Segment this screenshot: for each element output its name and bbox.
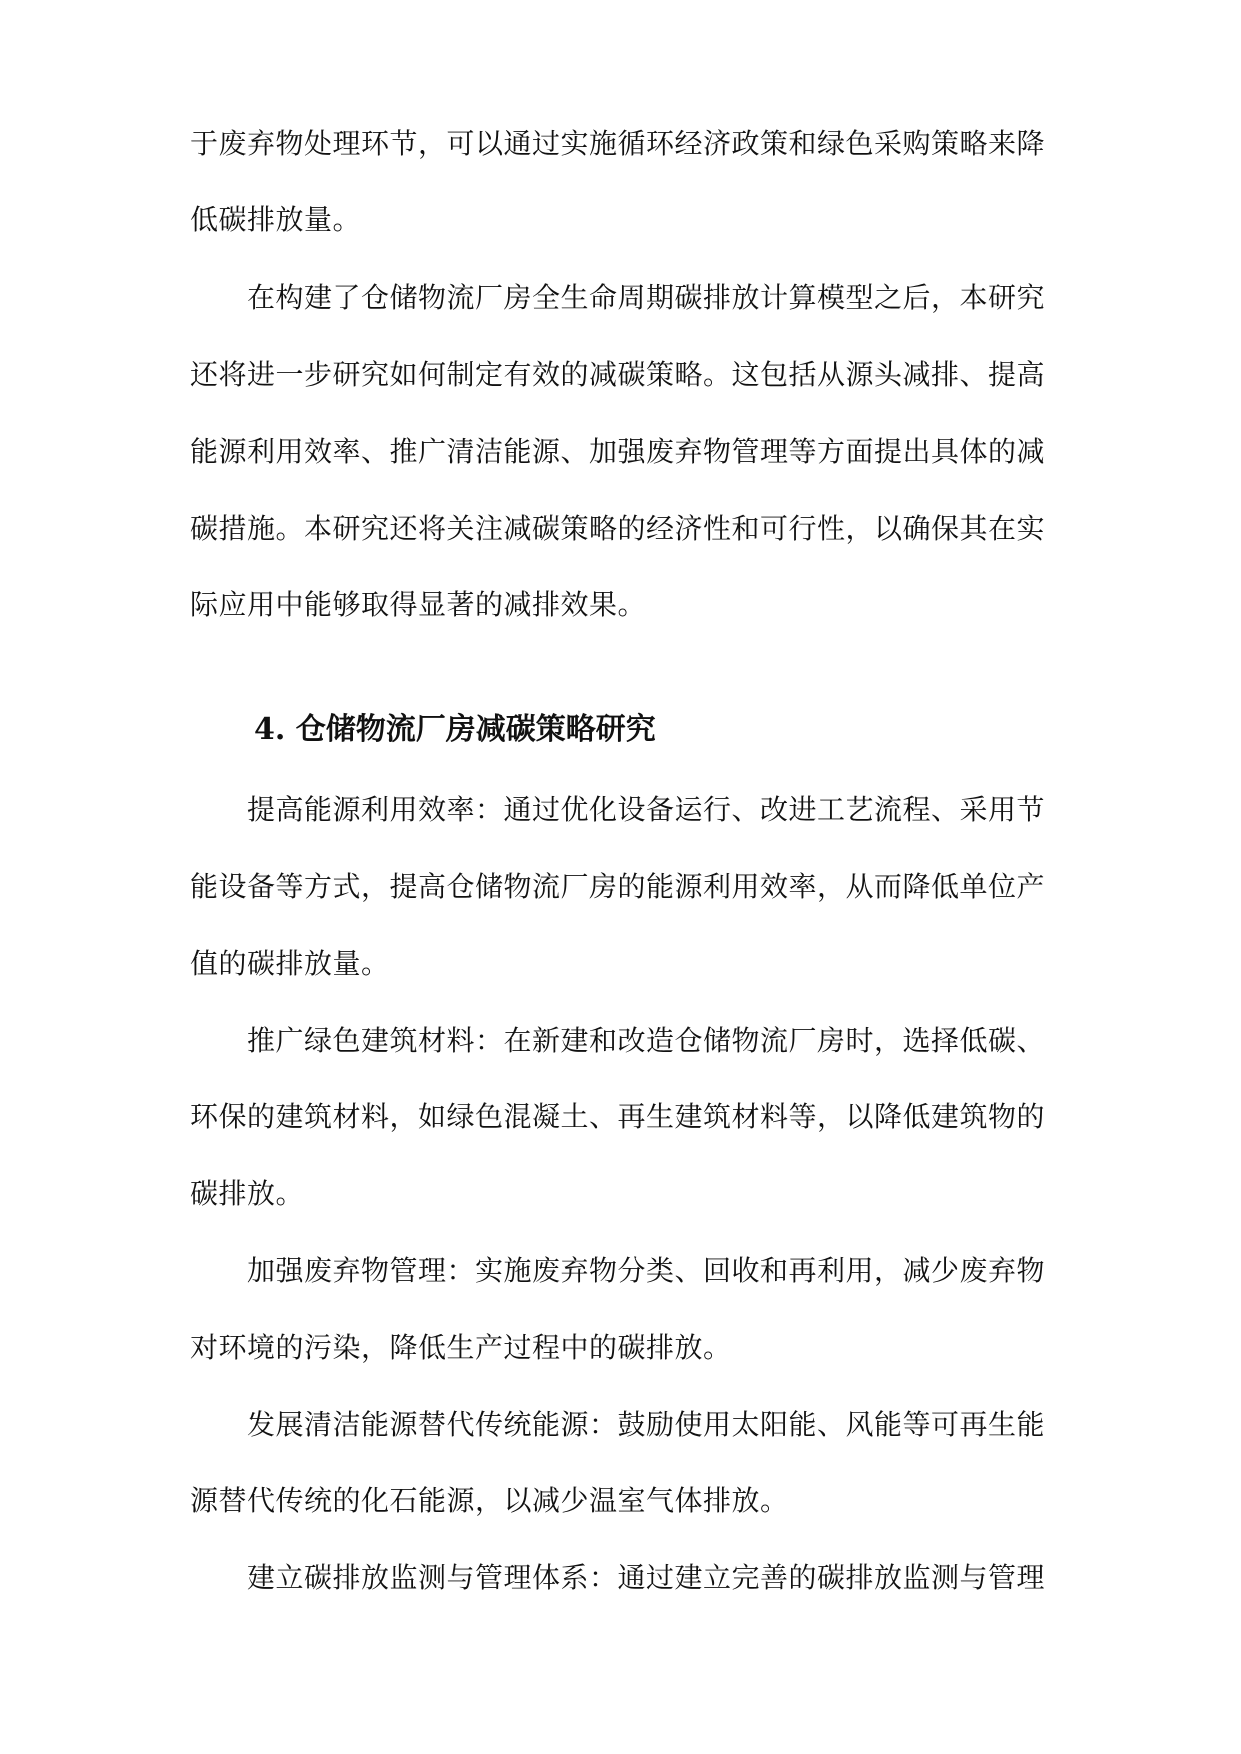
paragraph-line: 值的碳排放量。 bbox=[190, 947, 390, 980]
paragraph-line: 际应用中能够取得显著的减排效果。 bbox=[190, 588, 647, 621]
paragraph-line: 还将进一步研究如何制定有效的减碳策略。这包括从源头减排、提高 bbox=[190, 358, 1046, 391]
paragraph-line: 能设备等方式，提高仓储物流厂房的能源利用效率，从而降低单位产 bbox=[190, 870, 1046, 903]
paragraph-line: 环保的建筑材料，如绿色混凝土、再生建筑材料等，以降低建筑物的 bbox=[190, 1100, 1046, 1133]
paragraph-line: 碳措施。本研究还将关注减碳策略的经济性和可行性，以确保其在实 bbox=[190, 512, 1046, 545]
section-heading: 4. 仓储物流厂房减碳策略研究 bbox=[254, 712, 656, 747]
paragraph-line: 在构建了仓储物流厂房全生命周期碳排放计算模型之后，本研究 bbox=[247, 281, 1046, 314]
paragraph-line: 源替代传统的化石能源，以减少温室气体排放。 bbox=[190, 1484, 789, 1517]
paragraph-line: 推广绿色建筑材料：在新建和改造仓储物流厂房时，选择低碳、 bbox=[247, 1024, 1046, 1057]
paragraph-line: 对环境的污染，降低生产过程中的碳排放。 bbox=[190, 1331, 732, 1364]
paragraph-line: 于废弃物处理环节，可以通过实施循环经济政策和绿色采购策略来降 bbox=[190, 127, 1046, 160]
paragraph-line: 发展清洁能源替代传统能源：鼓励使用太阳能、风能等可再生能 bbox=[247, 1408, 1046, 1441]
paragraph-line: 加强废弃物管理：实施废弃物分类、回收和再利用，减少废弃物 bbox=[247, 1254, 1046, 1287]
paragraph-line: 建立碳排放监测与管理体系：通过建立完善的碳排放监测与管理 bbox=[247, 1561, 1046, 1594]
paragraph-line: 能源利用效率、推广清洁能源、加强废弃物管理等方面提出具体的减 bbox=[190, 435, 1046, 468]
paragraph-line: 碳排放。 bbox=[190, 1177, 305, 1210]
paragraph-line: 低碳排放量。 bbox=[190, 203, 362, 236]
paragraph-line: 提高能源利用效率：通过优化设备运行、改进工艺流程、采用节 bbox=[247, 793, 1046, 826]
